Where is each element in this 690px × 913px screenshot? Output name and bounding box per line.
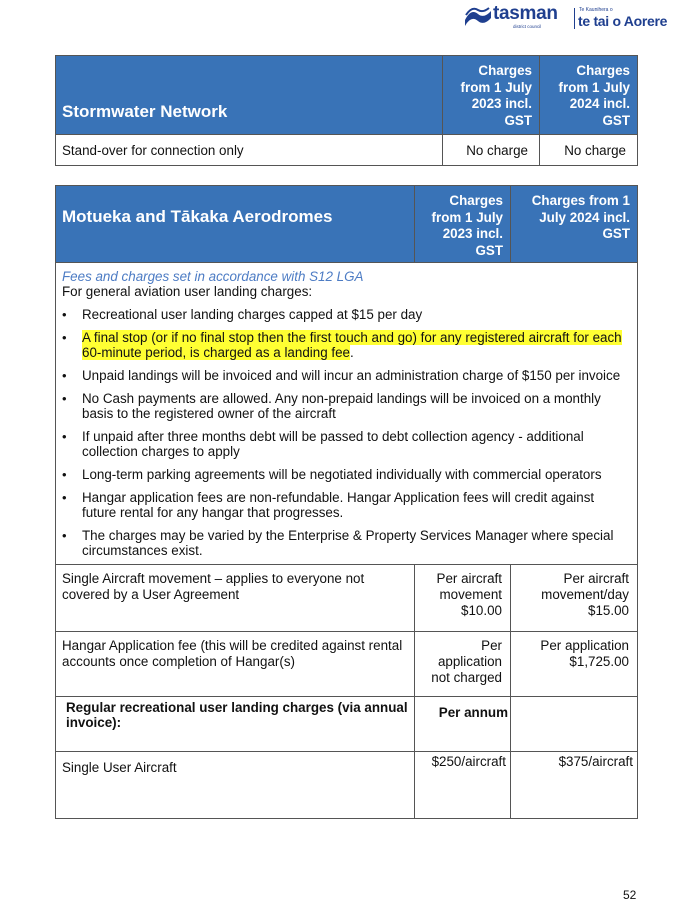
row-2024-value: Per application $1,725.00 <box>511 632 638 697</box>
stormwater-col-2023: Charges from 1 July 2023 incl. GST <box>443 56 540 135</box>
bullet-list <box>62 307 629 558</box>
table-row <box>56 135 638 166</box>
row-2024-value: $375/aircraft <box>511 752 638 819</box>
table-row <box>56 632 638 697</box>
row-2023-value: Per aircraft movement $10.00 <box>415 565 511 632</box>
stormwater-table <box>55 55 638 166</box>
row-label: Single User Aircraft <box>56 752 415 819</box>
intro-text: For general aviation user landing charges: <box>62 284 313 299</box>
row-label: Stand-over for connection only <box>56 135 443 166</box>
aerodromes-title: Motueka and Tākaka Aerodromes <box>56 186 415 263</box>
row-2024-value <box>511 697 638 752</box>
row-2024-value: Per aircraft movement/day $15.00 <box>511 565 638 632</box>
logo-divider <box>574 8 575 29</box>
list-item: • Recreational user landing charges capped at $15 per day <box>62 307 629 322</box>
stormwater-title: Stormwater Network <box>56 56 443 135</box>
logo-wave-icon <box>463 6 493 28</box>
list-item: • The charges may be varied by the Enterprise & Property Services Manager where special circumstances exist. <box>62 528 629 558</box>
row-label: Regular recreational user landing charges (via annual invoice): <box>56 697 415 752</box>
logo-maori-small: Te Kaunihera o <box>579 7 613 13</box>
intro-italic-note: Fees and charges set in accordance with S12 LGA <box>62 269 364 284</box>
page-number: 52 <box>623 888 637 902</box>
aerodromes-col-2024: Charges from 1 July 2024 incl. GST <box>511 186 638 263</box>
logo-text: tasman <box>493 3 558 24</box>
list-item: • Hangar application fees are non-refundable. Hangar Application fees will credit against future rental for any hangar that progresses. <box>62 490 629 520</box>
list-item: • If unpaid after three months debt will be passed to debt collection agency - additional collection charges to apply <box>62 429 629 459</box>
highlighted-text: A final stop (or if no final stop then the first touch and go) for any registered aircraft for each 60-minute period, is charged as a landing fee <box>82 330 622 360</box>
row-2023-value: Per annum <box>415 697 511 752</box>
list-item: • No Cash payments are allowed. Any non-prepaid landings will be invoiced on a monthly basis to the registered owner of the aircraft <box>62 391 629 421</box>
tasman-logo <box>463 3 668 31</box>
table-row <box>56 565 638 632</box>
list-item: • Unpaid landings will be invoiced and will incur an administration charge of $150 per invoice <box>62 368 629 383</box>
logo-maori-name: te tai o Aorere <box>578 13 668 29</box>
list-item <box>62 330 629 360</box>
table-row <box>56 697 638 752</box>
row-2024-value: No charge <box>540 135 638 166</box>
aerodromes-col-2023: Charges from 1 July 2023 incl. GST <box>415 186 511 263</box>
list-item: • Long-term parking agreements will be negotiated individually with commercial operators <box>62 467 629 482</box>
row-2023-value: $250/aircraft <box>415 752 511 819</box>
row-2023-value: No charge <box>443 135 540 166</box>
highlight-end: . <box>349 345 354 360</box>
row-label: Hangar Application fee (this will be credited against rental accounts once completion of Hangar(s) <box>56 632 415 697</box>
logo-subtitle: district council <box>513 24 542 29</box>
row-label: Single Aircraft movement – applies to everyone not covered by a User Agreement <box>56 565 415 632</box>
aerodromes-intro <box>56 263 638 565</box>
aerodromes-table <box>55 185 638 819</box>
row-2023-value: Per application not charged <box>415 632 511 697</box>
stormwater-col-2024: Charges from 1 July 2024 incl. GST <box>540 56 638 135</box>
table-row <box>56 752 638 819</box>
